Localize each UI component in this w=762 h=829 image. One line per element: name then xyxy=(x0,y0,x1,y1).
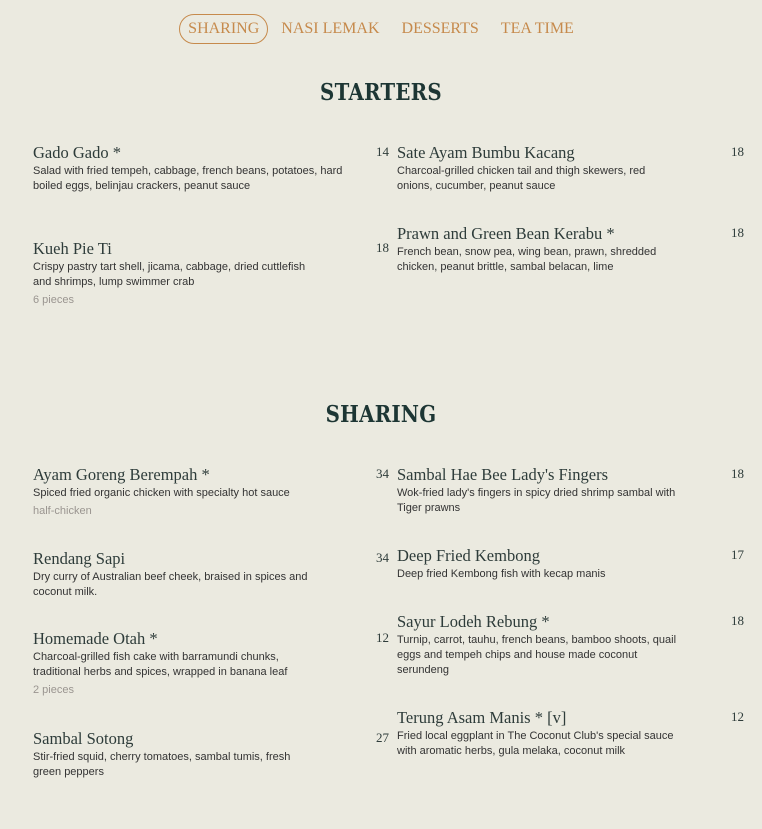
item-name: Homemade Otah * xyxy=(33,629,158,648)
item-name: Sambal Hae Bee Lady's Fingers xyxy=(397,465,609,484)
item-description: Charcoal-grilled chicken tail and thigh skewers, red onions, cucumber, peanut sauce xyxy=(397,165,646,192)
menu-item xyxy=(33,143,389,194)
item-note: half-chicken xyxy=(33,505,92,517)
item-name: Terung Asam Manis * [v] xyxy=(397,708,567,727)
item-description: Wok-fried lady's fingers in spicy dried shrimp sambal with Tiger prawns xyxy=(397,487,676,514)
item-name: Ayam Goreng Berempah * xyxy=(33,465,210,484)
menu-item xyxy=(397,612,744,678)
item-price: 18 xyxy=(376,240,389,255)
menu-item xyxy=(33,465,389,518)
menu-item xyxy=(33,239,389,307)
item-price: 18 xyxy=(731,613,744,628)
menu-item xyxy=(397,224,744,275)
item-price: 12 xyxy=(376,630,389,645)
item-name: Rendang Sapi xyxy=(33,549,126,568)
item-description: Turnip, carrot, tauhu, french beans, bamboo shoots, quail eggs and tempeh chips and house made coconut serundeng xyxy=(397,634,677,676)
item-description: Stir-fried squid, cherry tomatoes, sambal tumis, fresh green peppers xyxy=(33,751,291,778)
section-title-sharing: SHARING xyxy=(325,401,437,428)
tab-desserts[interactable]: DESSERTS xyxy=(401,20,479,37)
item-description: Salad with fried tempeh, cabbage, french beans, potatoes, hard boiled eggs, belinjau crackers, peanut sauce xyxy=(33,165,343,192)
item-price: 34 xyxy=(376,550,389,565)
section-title-starters: STARTERS xyxy=(320,79,442,106)
tab-nasi-lemak[interactable]: NASI LEMAK xyxy=(281,20,380,37)
tab-tea-time[interactable]: TEA TIME xyxy=(500,20,574,37)
item-price: 34 xyxy=(376,466,389,481)
item-description: Dry curry of Australian beef cheek, braised in spices and coconut milk. xyxy=(33,571,308,598)
menu-item xyxy=(33,729,389,780)
item-price: 18 xyxy=(731,466,744,481)
tab-sharing[interactable]: SHARING xyxy=(179,14,268,44)
menu-item xyxy=(33,549,389,600)
category-tabs xyxy=(0,14,762,44)
item-name: Kueh Pie Ti xyxy=(33,239,112,258)
item-name: Sambal Sotong xyxy=(33,729,134,748)
item-note: 2 pieces xyxy=(33,684,74,696)
menu-item xyxy=(397,708,744,759)
item-name: Sate Ayam Bumbu Kacang xyxy=(397,143,575,162)
item-price: 18 xyxy=(731,144,744,159)
item-price: 18 xyxy=(731,225,744,240)
item-name: Gado Gado * xyxy=(33,143,121,162)
item-note: 6 pieces xyxy=(33,294,74,306)
item-description: Charcoal-grilled fish cake with barramundi chunks, traditional herbs and spices, wrapped in banana leaf xyxy=(33,651,288,678)
item-price: 27 xyxy=(376,730,389,745)
item-name: Prawn and Green Bean Kerabu * xyxy=(397,224,615,243)
item-description: Crispy pastry tart shell, jicama, cabbage, dried cuttlefish and shrimps, lump swimmer crab xyxy=(33,261,306,288)
menu-item xyxy=(397,546,744,582)
item-description: Fried local eggplant in The Coconut Club's special sauce with aromatic herbs, gula melaka, coconut milk xyxy=(397,730,674,757)
item-description: French bean, snow pea, wing bean, prawn, shredded chicken, peanut brittle, sambal belacan, lime xyxy=(397,246,657,273)
item-description: Deep fried Kembong fish with kecap manis xyxy=(397,568,606,580)
menu-item xyxy=(397,143,744,194)
item-name: Deep Fried Kembong xyxy=(397,546,540,565)
item-price: 14 xyxy=(376,144,389,159)
menu-item xyxy=(397,465,744,516)
item-name: Sayur Lodeh Rebung * xyxy=(397,612,550,631)
item-description: Spiced fried organic chicken with specialty hot sauce xyxy=(33,487,290,499)
item-price: 17 xyxy=(731,547,744,562)
item-price: 12 xyxy=(731,709,744,724)
menu-item xyxy=(33,629,389,697)
